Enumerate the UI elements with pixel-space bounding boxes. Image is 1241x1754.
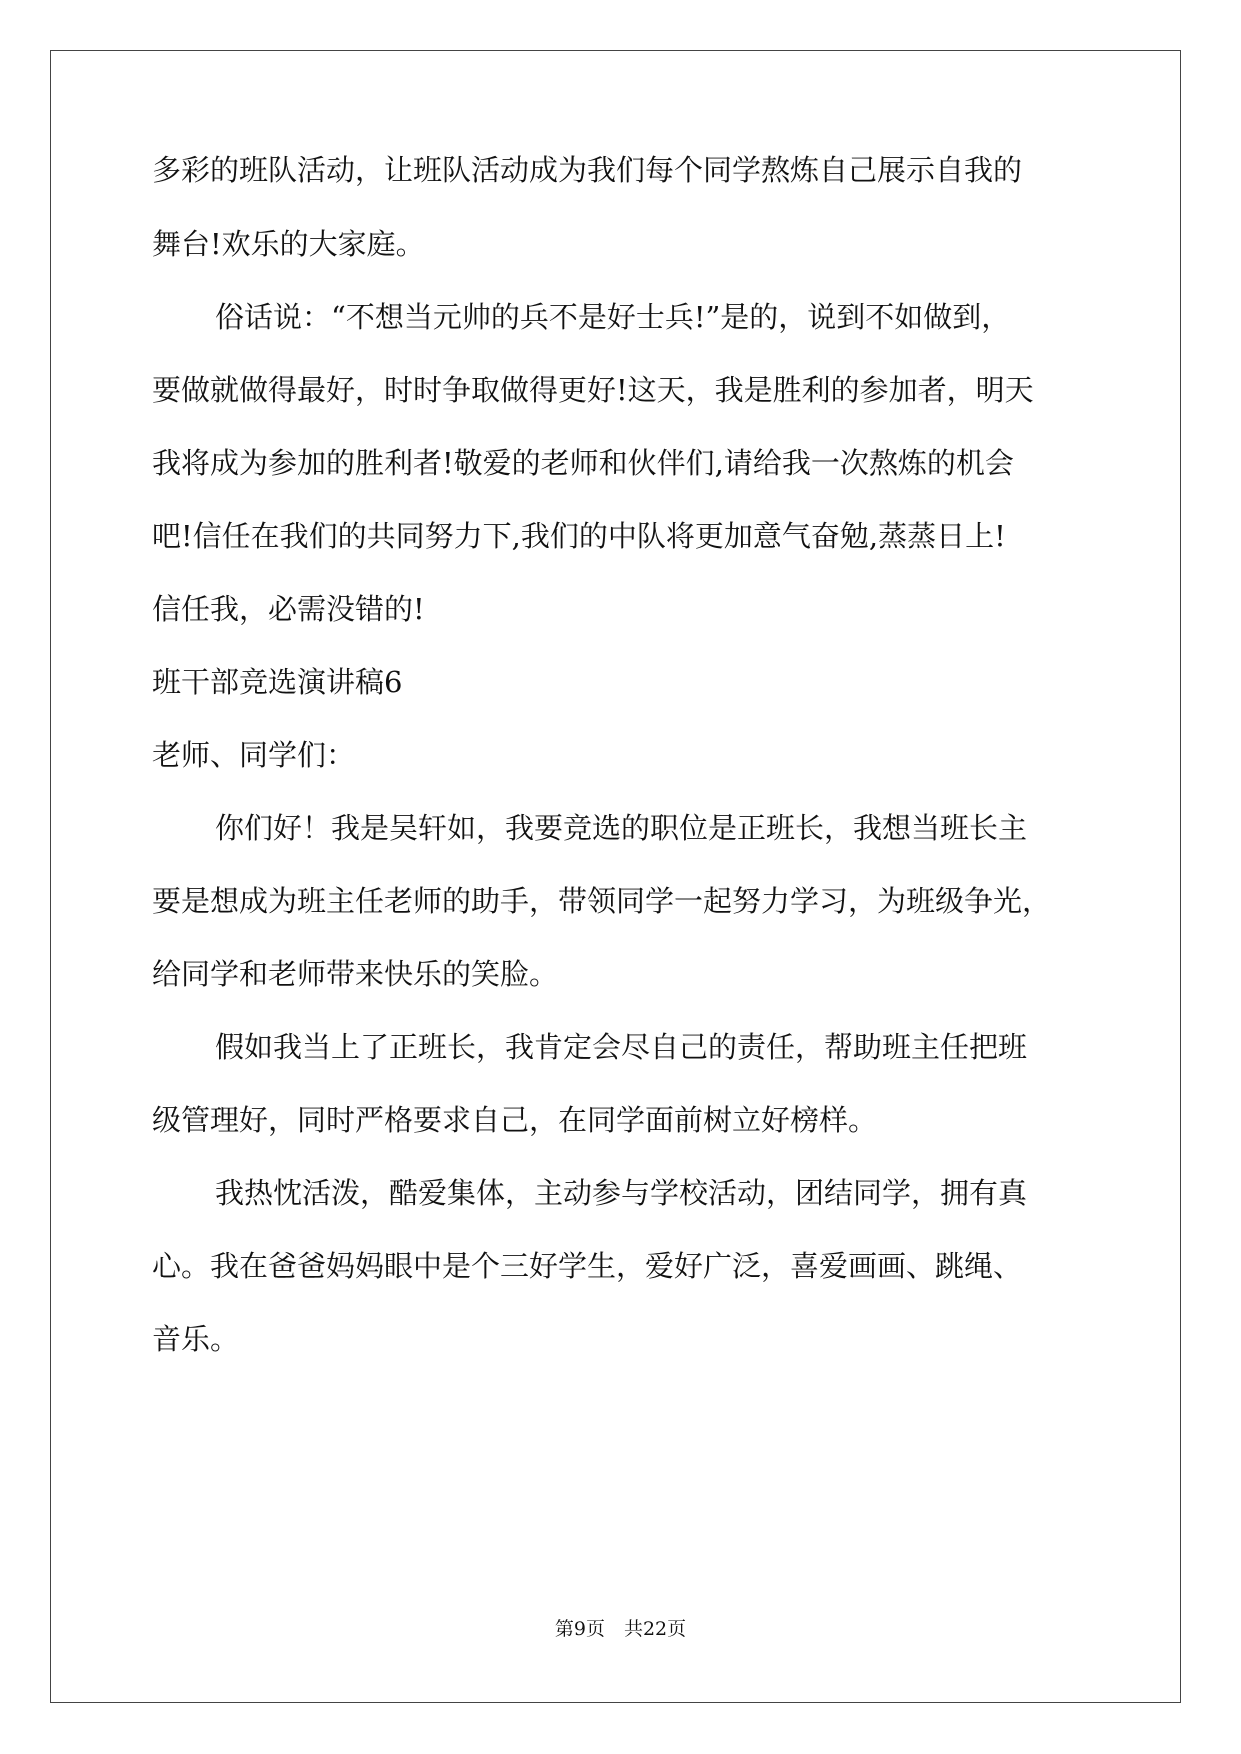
text-line: 要是想成为班主任老师的助手，带领同学一起努力学习，为班级争光， — [152, 884, 1052, 918]
page-number-footer: 第9页 共22页 — [554, 1618, 687, 1640]
text-line: 我将成为参加的胜利者!敬爱的老师和伙伴们,请给我一次熬炼的机会 — [152, 446, 1014, 480]
section-heading: 班干部竞选演讲稿6 — [152, 665, 403, 699]
text-line: 音乐。 — [152, 1322, 240, 1356]
salutation-line: 老师、同学们： — [152, 738, 356, 772]
text-line: 信任我，必需没错的! — [152, 592, 425, 626]
text-line: 多彩的班队活动，让班队活动成为我们每个同学熬炼自己展示自我的 — [152, 153, 1023, 187]
text-line: 级管理好，同时严格要求自己，在同学面前树立好榜样。 — [152, 1103, 878, 1137]
text-line: 要做就做得最好，时时争取做得更好!这天，我是胜利的参加者，明天 — [152, 373, 1034, 407]
paragraph-start-line: 假如我当上了正班长，我肯定会尽自己的责任，帮助班主任把班 — [215, 1030, 1028, 1064]
text-line: 舞台!欢乐的大家庭。 — [152, 227, 425, 261]
text-line: 吧!信任在我们的共同努力下,我们的中队将更加意气奋勉,蒸蒸日上! — [152, 519, 1006, 553]
paragraph-start-line: 我热忱活泼，酷爱集体，主动参与学校活动，团结同学，拥有真 — [215, 1176, 1028, 1210]
paragraph-start-line: 俗话说：“不想当元帅的兵不是好士兵!”是的，说到不如做到， — [215, 300, 1011, 334]
paragraph-start-line: 你们好！我是吴轩如，我要竞选的职位是正班长，我想当班长主 — [215, 811, 1028, 845]
text-line: 给同学和老师带来快乐的笑脸。 — [152, 957, 559, 991]
text-line: 心。我在爸爸妈妈眼中是个三好学生，爱好广泛，喜爱画画、跳绳、 — [152, 1249, 1023, 1283]
